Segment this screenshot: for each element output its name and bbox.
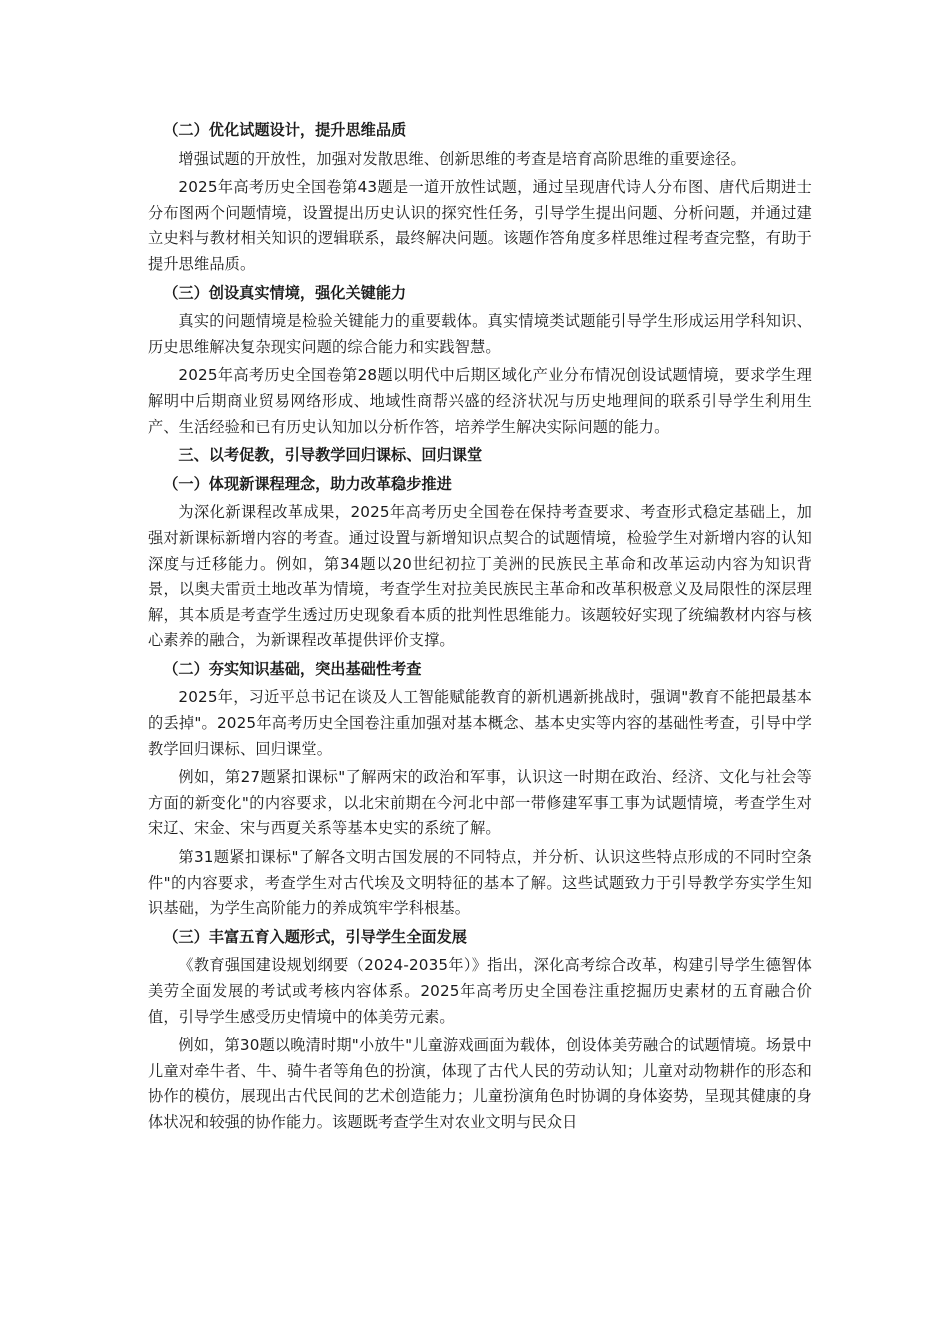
paragraph: 例如，第27题紧扣课标"了解两宋的政治和军事，认识这一时期在政治、经济、文化与社会等方面的新变化"的内容要求，以北宋前期在今河北中部一带修建军事工事为试题情境，考查学生对宋辽、宋金、宋与西夏关系等基本史实的系统了解。: [148, 768, 812, 838]
paragraph: 2025年，习近平总书记在谈及人工智能赋能教育的新机遇新挑战时，强调"教育不能把最基本的丢掉"。2025年高考历史全国卷注重加强对基本概念、基本史实等内容的基础性考查，引导中学教学回归课标、回归课堂。: [148, 688, 812, 758]
paragraph: 2025年高考历史全国卷第43题是一道开放性试题，通过呈现唐代诗人分布图、唐代后期进士分布图两个问题情境，设置提出历史认识的探究性任务，引导学生提出问题、分析问题，并通过建立史料与教材相关知识的逻辑联系，最终解决问题。该题作答角度多样思维过程考查完整，有助于提升思维品质。: [148, 178, 812, 273]
section-heading: （一）体现新课程理念，助力改革稳步推进: [163, 474, 452, 493]
paragraph: 2025年高考历史全国卷第28题以明代中后期区域化产业分布情况创设试题情境，要求学生理解明中后期商业贸易网络形成、地域性商帮兴盛的经济状况与历史地理间的联系引导学生利用生产、生活经验和已有历史认知加以分析作答，培养学生解决实际问题的能力。: [148, 366, 812, 436]
paragraph: 为深化新课程改革成果，2025年高考历史全国卷在保持考查要求、考查形式稳定基础上，加强对新课标新增内容的考查。通过设置与新增知识点契合的试题情境，检验学生对新增内容的认知深度与迁移能力。例如，第34题以20世纪初拉丁美洲的民族民主革命和改革运动内容为知识背景，以奥夫雷贡土地改革为情境，考查学生对拉美民族民主革命和改革积极意义及局限性的深层理解，其本质是考查学生透过历史现象看本质的批判性思维能力。该题较好实现了统编教材内容与核心素养的融合，为新课程改革提供评价支撑。: [148, 503, 812, 650]
paragraph: 第31题紧扣课标"了解各文明古国发展的不同特点，并分析、认识这些特点形成的不同时空条件"的内容要求，考查学生对古代埃及文明特征的基本了解。这些试题致力于引导教学夯实学生知识基础，为学生高阶能力的养成筑牢学科根基。: [148, 848, 812, 918]
paragraph: 《教育强国建设规划纲要（2024-2035年）》指出，深化高考综合改革，构建引导学生德智体美劳全面发展的考试或考核内容体系。2025年高考历史全国卷注重挖掘历史素材的五育融合价值，引导学生感受历史情境中的体美劳元素。: [148, 956, 812, 1026]
chapter-heading: 三、以考促教，引导教学回归课标、回归课堂: [178, 446, 483, 465]
section-heading: （二）夯实知识基础，突出基础性考查: [163, 659, 422, 678]
paragraph: 例如，第30题以晚清时期"小放牛"儿童游戏画面为载体，创设体美劳融合的试题情境。场景中儿童对牵牛者、牛、骑牛者等角色的扮演，体现了古代人民的劳动认知；儿童对动物耕作的形态和协作的模仿，展现出古代民间的艺术创造能力；儿童扮演角色时协调的身体姿势，呈现其健康的身体状况和较强的协作能力。该题既考查学生对农业文明与民众日: [148, 1036, 812, 1131]
section-heading: （三）丰富五育入题形式，引导学生全面发展: [163, 927, 467, 946]
document-body: [148, 118, 812, 1139]
paragraph: 增强试题的开放性，加强对发散思维、创新思维的考查是培育高阶思维的重要途径。: [178, 149, 746, 168]
section-heading: （三）创设真实情境，强化关键能力: [163, 283, 407, 302]
paragraph: 真实的问题情境是检验关键能力的重要载体。真实情境类试题能引导学生形成运用学科知识、历史思维解决复杂现实问题的综合能力和实践智慧。: [148, 312, 812, 356]
section-heading: （二）优化试题设计，提升思维品质: [163, 121, 407, 139]
